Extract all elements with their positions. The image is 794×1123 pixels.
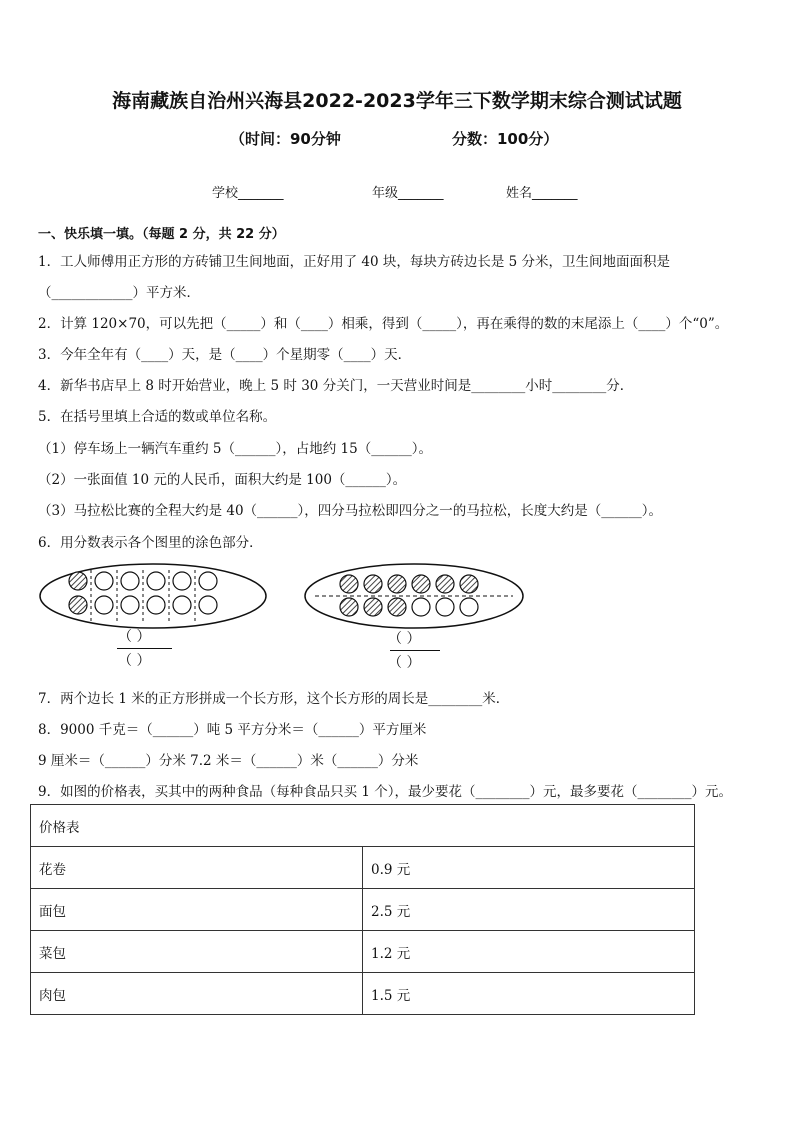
item-name: 花卷 — [31, 847, 363, 889]
figure-1-fraction-bar — [117, 648, 172, 649]
shape-circle — [340, 598, 358, 616]
shape-circle — [364, 598, 382, 616]
question-2: 2．计算 120×70，可以先把（_____）和（____）相乘，得到（_____），再在乘得的数的末尾添上（____）个“0”。 — [38, 316, 729, 332]
item-name: 肉包 — [31, 973, 363, 1015]
page-title: 海南藏族自治州兴海县2022-2023学年三下数学期末综合测试试题 — [112, 90, 682, 112]
grade-field: 年级_______ — [372, 186, 444, 201]
shape-circle — [121, 572, 139, 590]
table-row — [31, 847, 695, 889]
question-3: 3．今年全年有（____）天，是（____）个星期零（____）天． — [38, 347, 412, 363]
shape-circle — [340, 575, 358, 593]
item-name: 面包 — [31, 889, 363, 931]
question-1-answer: （____________）平方米． — [38, 285, 200, 301]
question-5-1: （1）停车场上一辆汽车重约 5（______），占地约 15（______）。 — [38, 441, 432, 457]
question-1: 1．工人师傅用正方形的方砖铺卫生间地面，正好用了 40 块，每块方砖边长是 5 分米，卫生间地面面积是 — [38, 254, 671, 270]
question-8-b: 9 厘米＝（______）分米 7.2 米＝（______）米（______）分米 — [38, 753, 419, 769]
question-5-2: （2）一张面值 10 元的人民币，面积大约是 100（______）。 — [38, 472, 407, 488]
item-price: 1.2 元 — [363, 931, 695, 973]
shape-circle — [69, 596, 87, 614]
item-price: 0.9 元 — [363, 847, 695, 889]
figure-1-ellipse — [38, 562, 268, 632]
question-4: 4．新华书店早上 8 时开始营业，晚上 5 时 30 分关门，一天营业时间是________小时________分． — [38, 378, 634, 394]
shape-circle — [412, 598, 430, 616]
exam-score: 分数：100分） — [452, 130, 559, 148]
price-table-header-row — [31, 805, 695, 847]
table-row — [31, 973, 695, 1015]
table-row — [31, 931, 695, 973]
item-price: 2.5 元 — [363, 889, 695, 931]
school-field: 学校_______ — [212, 186, 284, 201]
shape-circle — [121, 596, 139, 614]
shape-circle — [199, 572, 217, 590]
shape-circle — [95, 596, 113, 614]
shape-circle — [388, 598, 406, 616]
section-heading: 一、快乐填一填。（每题 2 分，共 22 分） — [38, 227, 285, 242]
shape-circle — [173, 596, 191, 614]
table-row — [31, 889, 695, 931]
question-5: 5．在括号里填上合适的数或单位名称。 — [38, 409, 277, 425]
item-name: 菜包 — [31, 931, 363, 973]
question-8-a: 8．9000 千克＝（______）吨 5 平方分米＝（______）平方厘米 — [38, 722, 427, 738]
shape-circle — [436, 575, 454, 593]
shape-circle — [199, 596, 217, 614]
figure-2-fraction-bar — [390, 650, 440, 651]
shape-circle — [436, 598, 454, 616]
item-price: 1.5 元 — [363, 973, 695, 1015]
shape-circle — [460, 575, 478, 593]
question-9: 9．如图的价格表，买其中的两种食品（每种食品只买 1 个），最少要花（________）元，最多要花（________）元。 — [38, 784, 733, 800]
figure-2-denominator: （ ） — [388, 655, 421, 671]
shape-circle — [69, 572, 87, 590]
shape-circle — [364, 575, 382, 593]
figure-2-numerator: （ ） — [388, 631, 421, 647]
price-table-title: 价格表 — [31, 805, 695, 847]
price-table — [30, 804, 695, 1015]
shape-circle — [147, 596, 165, 614]
shape-circle — [173, 572, 191, 590]
figure-2-ellipse — [303, 562, 525, 632]
question-5-3: （3）马拉松比赛的全程大约是 40（______），四分马拉松即四分之一的马拉松，长度大约是（______）。 — [38, 503, 663, 519]
shape-circle — [460, 598, 478, 616]
shape-circle — [412, 575, 430, 593]
shape-circle — [147, 572, 165, 590]
name-field: 姓名_______ — [506, 186, 578, 201]
exam-time: （时间：90分钟 — [230, 130, 341, 148]
shape-circle — [95, 572, 113, 590]
question-6: 6．用分数表示各个图里的涂色部分． — [38, 535, 263, 551]
question-7: 7．两个边长 1 米的正方形拼成一个长方形，这个长方形的周长是________米． — [38, 691, 510, 707]
figure-1-numerator: （ ） — [118, 629, 151, 645]
shape-circle — [388, 575, 406, 593]
figure-1-denominator: （ ） — [118, 653, 151, 669]
